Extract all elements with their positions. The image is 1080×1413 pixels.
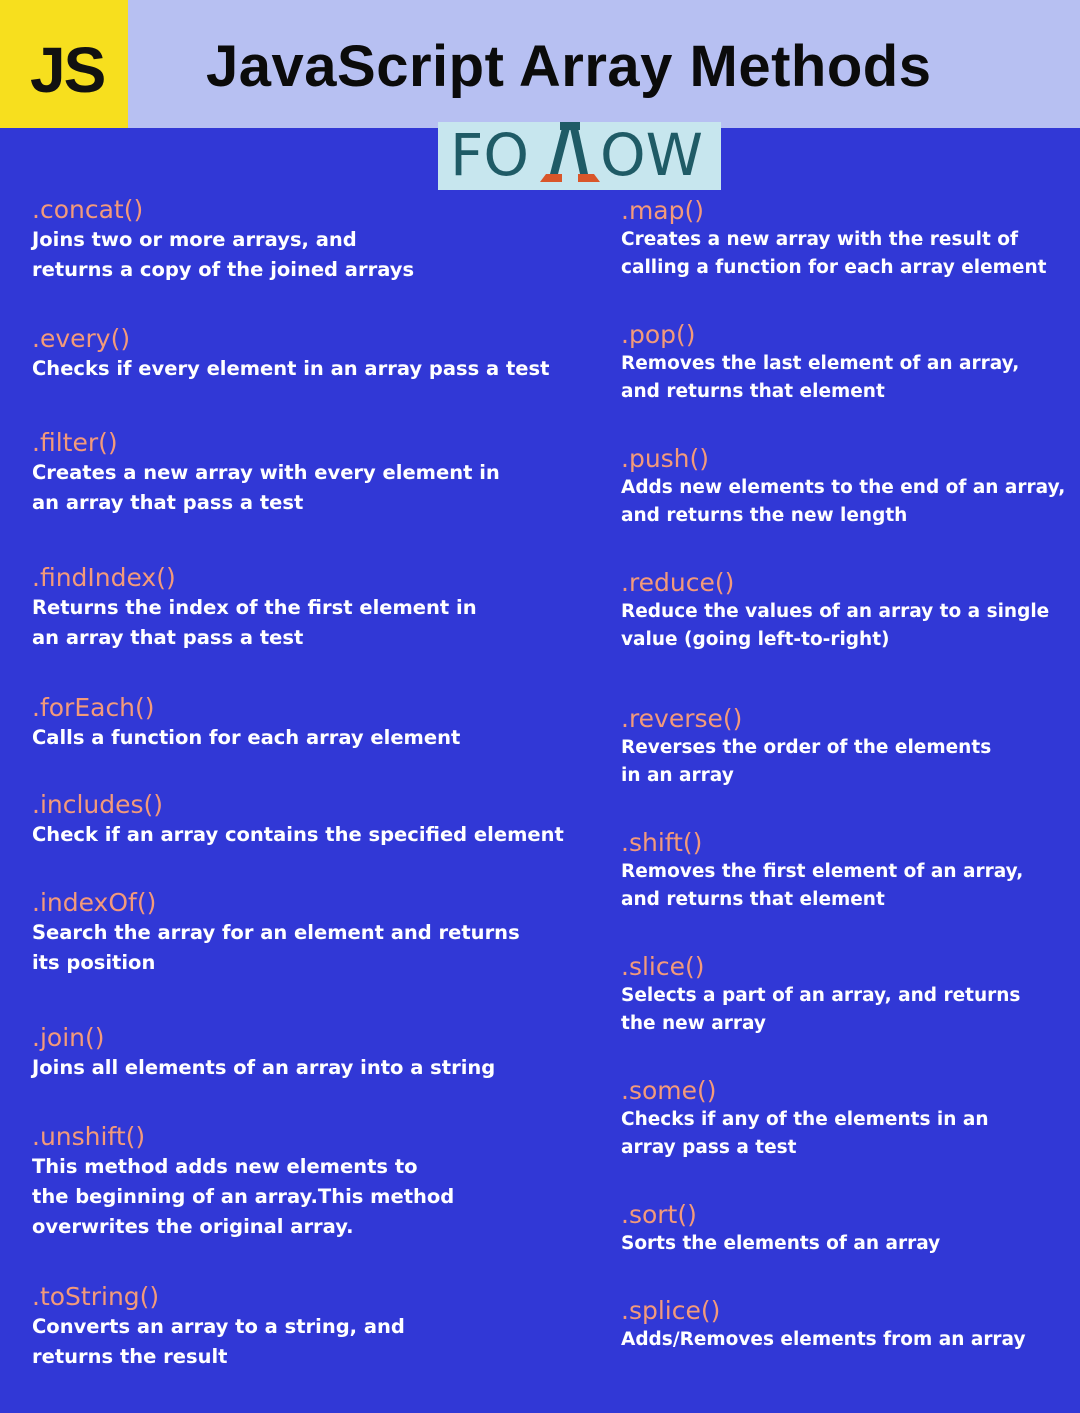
method-push	[621, 444, 1065, 530]
method-name: .splice()	[621, 1296, 721, 1325]
method-name: .every()	[32, 324, 131, 353]
method-name: .some()	[621, 1076, 717, 1105]
method-includes	[32, 790, 564, 850]
method-name: .indexOf()	[32, 888, 157, 917]
method-name: .findIndex()	[32, 563, 176, 592]
method-name: .reverse()	[621, 704, 743, 733]
method-name: .includes()	[32, 790, 164, 819]
method-name: .map()	[621, 196, 704, 225]
method-description: Returns the index of the first element in an array that pass a test	[32, 596, 477, 649]
method-description: Adds new elements to the end of an array, and returns the new length	[621, 477, 1066, 526]
method-reverse	[621, 704, 991, 790]
method-name: .shift()	[621, 828, 703, 857]
method-unshift	[32, 1122, 454, 1242]
walking-legs-icon	[538, 122, 602, 190]
method-name: .concat()	[32, 195, 144, 224]
method-description: Check if an array contains the specified element	[32, 823, 564, 846]
method-description: Reduce the values of an array to a single value (going left-to-right)	[621, 601, 1050, 650]
method-name: .filter()	[32, 428, 118, 457]
method-reduce	[621, 568, 1049, 654]
js-logo-text: JS	[30, 34, 105, 106]
method-concat	[32, 195, 414, 285]
method-name: .reduce()	[621, 568, 735, 597]
method-name: .push()	[621, 444, 710, 473]
follow-logo-right-text: OW	[600, 121, 704, 189]
method-some	[621, 1076, 989, 1162]
method-pop	[621, 320, 1019, 406]
method-description: Adds/Removes elements from an array	[621, 1329, 1026, 1350]
method-foreach	[32, 693, 460, 753]
method-name: .slice()	[621, 952, 705, 981]
method-shift	[621, 828, 1023, 914]
method-description: Removes the last element of an array, and returns that element	[621, 353, 1020, 402]
method-tostring	[32, 1282, 405, 1372]
method-description: Creates a new array with the result of calling a function for each array element	[621, 229, 1047, 278]
page-title: JavaScript Array Methods	[206, 34, 932, 99]
method-join	[32, 1023, 495, 1083]
method-name: .sort()	[621, 1200, 697, 1229]
method-filter	[32, 428, 500, 518]
method-description: Joins two or more arrays, and returns a copy of the joined arrays	[32, 228, 415, 281]
method-description: Checks if every element in an array pass a test	[32, 357, 550, 380]
method-map	[621, 196, 1046, 282]
method-name: .forEach()	[32, 693, 155, 722]
method-name: .toString()	[32, 1282, 160, 1311]
method-description: Creates a new array with every element in an array that pass a test	[32, 461, 500, 514]
method-name: .pop()	[621, 320, 696, 349]
method-description: Joins all elements of an array into a string	[32, 1056, 496, 1079]
method-description: Selects a part of an array, and returns the new array	[621, 985, 1021, 1034]
method-splice	[621, 1296, 1026, 1354]
method-description: Checks if any of the elements in an array pass a test	[621, 1109, 989, 1158]
method-indexof	[32, 888, 520, 978]
method-description: Sorts the elements of an array	[621, 1233, 941, 1254]
method-description: This method adds new elements to the beginning of an array.This method overwrites the original array.	[32, 1155, 455, 1238]
method-slice	[621, 952, 1020, 1038]
follow-logo[interactable]	[438, 122, 721, 190]
method-description: Removes the first element of an array, and returns that element	[621, 861, 1024, 910]
method-description: Converts an array to a string, and returns the result	[32, 1315, 405, 1368]
method-every	[32, 324, 549, 384]
js-logo-badge	[0, 0, 128, 128]
method-description: Calls a function for each array element	[32, 726, 461, 749]
method-findindex	[32, 563, 477, 653]
method-name: .unshift()	[32, 1122, 146, 1151]
method-description: Search the array for an element and returns its position	[32, 921, 520, 974]
method-description: Reverses the order of the elements in an array	[621, 737, 992, 786]
follow-logo-left-text: FO	[450, 121, 530, 189]
method-sort	[621, 1200, 940, 1258]
method-name: .join()	[32, 1023, 105, 1052]
